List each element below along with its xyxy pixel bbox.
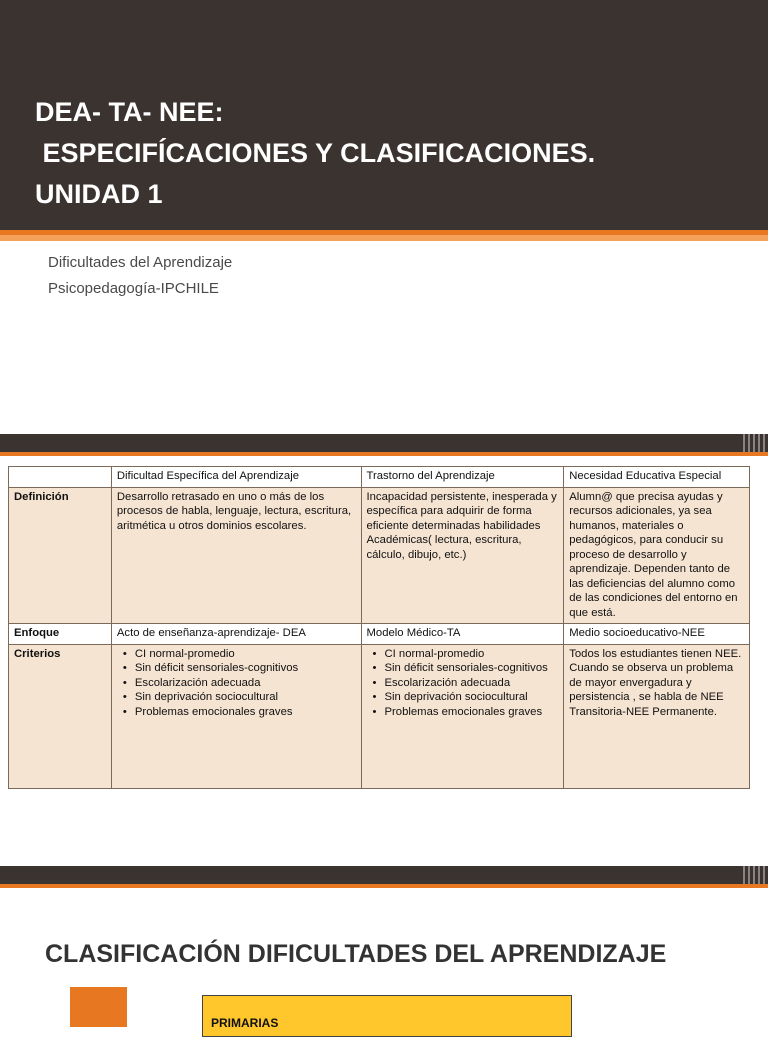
orange-square-shape xyxy=(70,987,127,1027)
top-dark-band xyxy=(0,434,768,452)
top-stripes-decoration xyxy=(740,434,768,452)
bottom-dark-band xyxy=(0,866,768,884)
table-row-criterios xyxy=(9,644,750,788)
top-orange-line xyxy=(0,452,768,456)
cell-definicion-ta: Incapacidad persistente, inesperada y específica para adquirir de forma eficiente determinadas habilidades Académicas( lectura, escritura, cálculo, dibujo, etc.) xyxy=(361,487,564,624)
slide-gap xyxy=(0,408,768,434)
list-item: • Problemas emocionales graves xyxy=(385,705,559,720)
cell-enfoque-dea: Acto de enseñanza-aprendizaje- DEA xyxy=(111,624,361,645)
header-empty-cell xyxy=(9,467,112,488)
list-item: • Sin déficit sensoriales-cognitivos xyxy=(135,661,356,676)
table-header-row xyxy=(9,467,750,488)
header-ta: Trastorno del Aprendizaje xyxy=(361,467,564,488)
title-header-band xyxy=(0,0,768,230)
row-label-enfoque: Enfoque xyxy=(9,624,112,645)
criterios-dea-list xyxy=(117,647,356,720)
title-line-1: DEA- TA- NEE: xyxy=(35,97,224,127)
list-item: • CI normal-promedio xyxy=(385,647,559,662)
list-item: • Escolarización adecuada xyxy=(135,676,356,691)
header-nee: Necesidad Educativa Especial xyxy=(564,467,750,488)
cell-criterios-dea xyxy=(111,644,361,788)
list-item: • Problemas emocionales graves xyxy=(135,705,356,720)
bottom-stripes-decoration xyxy=(740,866,768,884)
criterios-ta-list xyxy=(367,647,559,720)
slide-subtitle xyxy=(48,250,232,302)
cell-enfoque-ta: Modelo Médico-TA xyxy=(361,624,564,645)
row-label-definicion: Definición xyxy=(9,487,112,624)
title-line-2: ESPECIFÍCACIONES Y CLASIFICACIONES. xyxy=(35,138,596,168)
primarias-label: PRIMARIAS xyxy=(211,1016,279,1030)
comparison-table xyxy=(8,466,750,789)
list-item: • CI normal-promedio xyxy=(135,647,356,662)
table-row-enfoque xyxy=(9,624,750,645)
title-line-3: UNIDAD 1 xyxy=(35,179,163,209)
bottom-orange-line xyxy=(0,884,768,888)
list-item: • Sin déficit sensoriales-cognitivos xyxy=(385,661,559,676)
accent-line-light-orange xyxy=(0,235,768,241)
list-item: • Sin deprivación sociocultural xyxy=(135,690,356,705)
subtitle-line-1: Dificultades del Aprendizaje xyxy=(48,254,233,271)
header-dea: Dificultad Específica del Aprendizaje xyxy=(111,467,361,488)
title-slide xyxy=(0,0,768,408)
subtitle-line-2: Psicopedagogía-IPCHILE xyxy=(48,280,219,297)
cell-enfoque-nee: Medio socioeducativo-NEE xyxy=(564,624,750,645)
classification-slide xyxy=(0,900,768,1030)
slide-title xyxy=(35,92,595,215)
list-item: • Sin deprivación sociocultural xyxy=(385,690,559,705)
row-label-criterios: Criterios xyxy=(9,644,112,788)
cell-criterios-ta xyxy=(361,644,564,788)
classification-title: CLASIFICACIÓN DIFICULTADES DEL APRENDIZAJE xyxy=(45,940,667,968)
primarias-box xyxy=(202,995,572,1037)
comparison-slide xyxy=(0,434,768,884)
cell-definicion-dea: Desarrollo retrasado en uno o más de los procesos de habla, lenguaje, lectura, escritura, aritmética u otros dominios escolares. xyxy=(111,487,361,624)
list-item: • Escolarización adecuada xyxy=(385,676,559,691)
cell-criterios-nee: Todos los estudiantes tienen NEE. Cuando se observa un problema de mayor envergadura y persistencia , se habla de NEE Transitoria-NEE Permanente. xyxy=(564,644,750,788)
table-row-definicion xyxy=(9,487,750,624)
cell-definicion-nee: Alumn@ que precisa ayudas y recursos adicionales, ya sea humanos, materiales o pedagógicos, para conducir su proceso de desarrollo y aprendizaje. Dependen tanto de las deficiencias del alumno como de las condiciones del entorno en que está. xyxy=(564,487,750,624)
